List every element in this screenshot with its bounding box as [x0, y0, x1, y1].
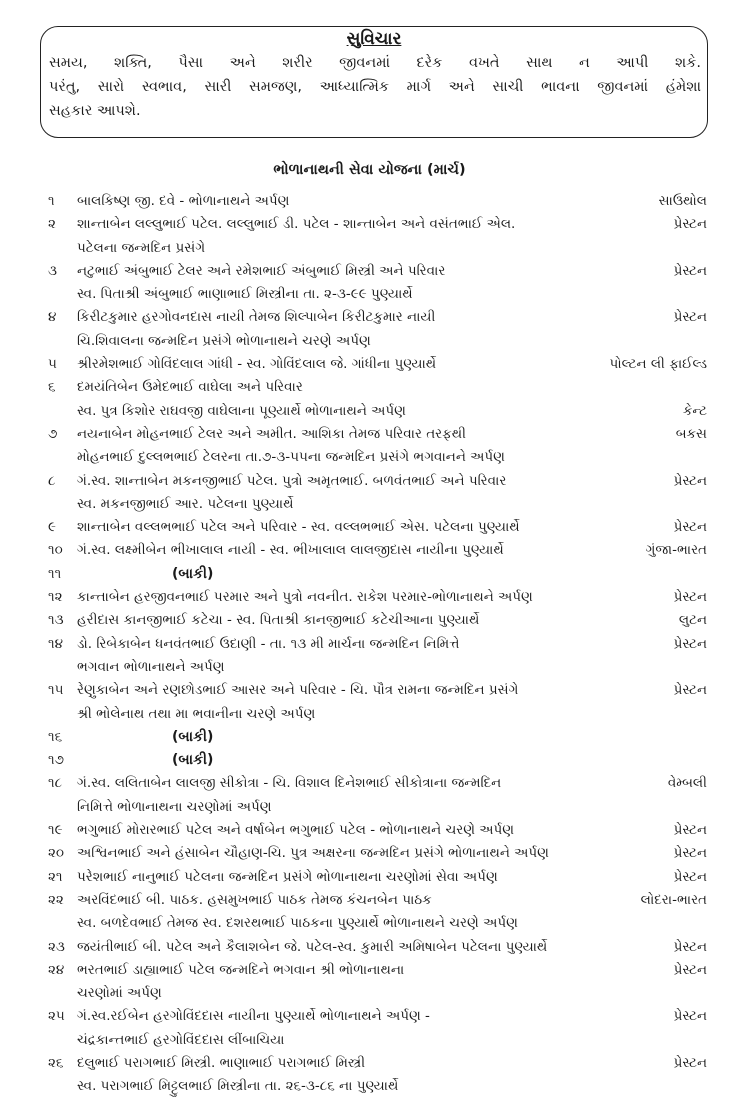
entry-number: ૨૨	[48, 891, 64, 908]
entry-text: અરવિંદભાઈ બી. પાઠક. હસમુખભાઈ પાઠક તેમજ કંચનબેન પાઠક	[77, 891, 432, 908]
entry-text: અશ્વિનભાઈ અને હંસાબેન ચૌહાણ-ચિ. પુત્ર અક્ષરના જન્મદિન પ્રસંગે ભોળાનાથને અર્પણ	[77, 845, 549, 862]
entry-line	[0, 563, 739, 586]
entry-item	[0, 190, 739, 213]
entry-line	[0, 353, 739, 376]
entry-item	[0, 563, 739, 586]
entry-item	[0, 423, 739, 470]
entry-number: ૧૧	[48, 565, 62, 582]
entry-text: હરીદાસ કાનજીભાઈ કટેચા - સ્વ. પિતાશ્રી કાનજીભાઈ કટેચીઆના પુણ્યાર્થે	[77, 612, 480, 629]
entry-text: ભરતભાઈ ડાહ્યાભાઈ પટેલ જન્મદિને ભગવાન શ્રી ભોળાનાથના	[77, 961, 405, 978]
entry-continuation-line	[0, 656, 739, 679]
entry-text: જયંતીભાઈ બી. પટેલ અને કૈલાશબેન જે. પટેલ-સ્વ. કુમારી અમિષાબેન પટેલના પુણ્યાર્થે	[77, 938, 548, 955]
entry-place: પ્રેસ્ટન	[673, 868, 707, 885]
entry-place: પ્રેસ્ટન	[673, 1008, 707, 1025]
entry-line	[0, 959, 739, 982]
entry-pending-label: (બાકી)	[172, 752, 214, 769]
entry-text: દમયંતિબેન ઉમેદભાઈ વાઘેલા અને પરિવાર	[77, 379, 303, 396]
thought-of-the-day-box	[40, 26, 708, 138]
entry-item	[0, 539, 739, 562]
entry-text: સ્વ. પિતાશ્રી અંબુભાઈ ભાણાભાઈ મિસ્ત્રીના તા. ૨-૩-૯૯ પુણ્યાર્થે	[77, 286, 413, 303]
entry-place: પ્રેસ્ટન	[673, 961, 707, 978]
entry-text: સ્વ. મકનજીભાઈ આર. પટેલના પુણ્યાર્થે	[77, 495, 294, 512]
entry-place: પોલ્ટન લી ફાઈલ્ડ	[609, 356, 707, 373]
entry-line	[0, 936, 739, 959]
entry-line	[0, 539, 739, 562]
entry-text: ચંદ્રકાન્તભાઈ હરગોવિંદદાસ લીંબાચિયા	[77, 1031, 285, 1048]
entry-text: નટુભાઈ અંબુભાઈ ટેલર અને રમેશભાઈ અંબુભાઈ મિસ્ત્રી અને પરિવાર	[77, 262, 446, 279]
entry-text: ભગુભાઈ મોરારભાઈ પટેલ અને વર્ષાબેન ભગુભાઈ પટેલ - ભોળાનાથને ચરણે અર્પણ	[77, 822, 515, 839]
entry-line	[0, 772, 739, 795]
entry-text: શ્રી ભોલેનાથ તથા મા ભવાનીના ચરણે અર્પણ	[77, 705, 316, 722]
entry-number: ૫	[48, 356, 57, 373]
entry-line	[0, 190, 739, 213]
entry-item	[0, 889, 739, 936]
entry-text: ગં.સ્વ. શાન્તાબેન મકનજીભાઈ પટેલ. પુત્રો અમૃતભાઈ. બળવંતભાઈ અને પરિવાર	[77, 472, 507, 489]
entry-line	[0, 609, 739, 632]
thought-line: સહકાર આપશે.	[49, 103, 141, 119]
entry-place: પ્રેસ્ટન	[673, 845, 707, 862]
entry-place: બકસ	[675, 425, 707, 442]
entry-line	[0, 213, 739, 236]
thought-body	[49, 51, 701, 123]
entry-text: શાન્તાબેન વલ્લભભાઈ પટેલ અને પરિવાર - સ્વ. વલ્લભભાઈ એસ. પટેલના પુણ્યાર્થે	[77, 519, 520, 536]
entry-item	[0, 1052, 739, 1099]
entry-item	[0, 819, 739, 842]
entry-pending-label: (બાકી)	[172, 728, 214, 745]
entry-item	[0, 726, 739, 749]
entry-continuation-line	[0, 1029, 739, 1052]
entry-number: ૧૨	[48, 589, 63, 606]
entry-item	[0, 959, 739, 1006]
entry-item	[0, 1005, 739, 1052]
entry-number: ૧૪	[48, 635, 63, 652]
entry-number: ૬	[48, 379, 56, 396]
entry-place: પ્રેસ્ટન	[673, 589, 707, 606]
entry-number: ૮	[48, 472, 56, 489]
entry-number: ૯	[48, 519, 56, 536]
entry-item	[0, 866, 739, 889]
thought-title: સુવિચાર	[346, 29, 402, 49]
entry-number: ૭	[48, 425, 58, 442]
thought-line: સમય, શક્તિ, પૈસા અને શરીર જીવનમાં દરેક વખતે સાથ ન આપી શકે.	[49, 55, 701, 71]
entry-pending-label: (બાકી)	[172, 565, 214, 582]
entry-number: ૨૩	[48, 938, 65, 955]
entry-continuation-line	[0, 283, 739, 306]
entry-place: પ્રેસ્ટન	[673, 822, 707, 839]
entry-text: ગં.સ્વ. લક્ષ્મીબેન ભીખાલાલ નાયી - સ્વ. ભીખાલાલ લાલજીદાસ નાયીના પુણ્યાર્થે	[77, 542, 504, 559]
entry-place: પ્રેસ્ટન	[673, 519, 707, 536]
entry-item	[0, 633, 739, 680]
entry-text: નયનાબેન મોહનભાઈ ટેલર અને અમીત. આશિકા તેમજ પરિવાર તરફથી	[77, 425, 467, 442]
entry-text: શ્રીરમેશભાઈ ગોવિંદલાલ ગાંધી - સ્વ. ગોવિંદલાલ જે. ગાંધીના પુણ્યાર્થે	[77, 356, 437, 373]
entry-line	[0, 306, 739, 329]
entry-line	[0, 586, 739, 609]
entry-number: ૧૫	[48, 682, 64, 699]
entry-continuation-line	[0, 912, 739, 935]
entry-place: પ્રેસ્ટન	[673, 262, 707, 279]
entry-line	[0, 1005, 739, 1028]
entry-item	[0, 609, 739, 632]
entry-text: નિમિત્તે ભોળાનાથના ચરણોમાં અર્પણ	[77, 798, 272, 815]
entry-number: ૧	[48, 193, 55, 209]
entry-place: પ્રેસ્ટન	[673, 682, 707, 699]
entry-number: ૨૦	[48, 845, 65, 862]
entry-text: ચિ.શિવાલના જન્મદિન પ્રસંગે ભોળાનાથને ચરણે અર્પણ	[77, 332, 371, 349]
entry-place: કેન્ટ	[682, 402, 707, 419]
entry-number: ૧૯	[48, 822, 63, 839]
thought-line: પરંતુ, સારો સ્વભાવ, સારી સમજણ, આધ્યાત્મિક માર્ગ અને સાચી ભાવના જીવનમાં હંમેશા	[49, 79, 701, 95]
entry-line	[0, 679, 739, 702]
entry-text: શાન્તાબેન લલ્લુભાઈ પટેલ. લલ્લુભાઈ ડી. પટેલ - શાન્તાબેન અને વસંતભાઈ એલ.	[77, 216, 516, 233]
entry-number: ૧૦	[48, 542, 63, 559]
entry-item	[0, 213, 739, 260]
entry-text: ડો. રિબેકાબેન ધનવંતભાઈ ઉદાણી - તા. ૧૩ મી માર્ચના જન્મદિન નિમિત્તે	[77, 635, 460, 652]
entry-line	[0, 866, 739, 889]
entry-line	[0, 726, 739, 749]
entry-text: મોહનભાઈ દુલ્લભભાઈ ટેલરના તા.૭-૩-૫૫ના જન્મદિન પ્રસંગે ભગવાનને અર્પણ	[77, 449, 505, 466]
entry-place: સાઉથોલ	[658, 193, 707, 209]
entry-place: પ્રેસ્ટન	[673, 635, 707, 652]
entry-number: ૧૭	[48, 752, 64, 769]
entry-place: પ્રેસ્ટન	[673, 472, 707, 489]
entry-line	[0, 516, 739, 539]
entry-number: ૨૫	[48, 1008, 65, 1025]
entry-item	[0, 679, 739, 726]
entry-line	[0, 376, 739, 399]
entry-text: સ્વ. પરાગભાઈ મિટ્ટુલભાઈ મિસ્ત્રીના તા. ૨૬-૩-૮૬ ના પુણ્યાર્થે	[77, 1078, 399, 1095]
entry-item	[0, 470, 739, 517]
entry-item	[0, 353, 739, 376]
entry-number: ૨૪	[48, 961, 65, 978]
entry-number: ૧૮	[48, 775, 63, 792]
entry-line	[0, 423, 739, 446]
entry-line	[0, 470, 739, 493]
entry-text: સ્વ. પુત્ર કિશોર રાઘવજી વાઘેલાના પૂણ્યાર્થે ભોળાનાથને અર્પણ	[77, 402, 406, 419]
entry-item	[0, 260, 739, 307]
entry-continuation-line	[0, 237, 739, 260]
entry-place: ગુંજા-ભારત	[645, 542, 707, 559]
entry-item	[0, 376, 739, 423]
entry-continuation-line	[0, 703, 739, 726]
entry-number: ૧૩	[48, 612, 64, 629]
entry-item	[0, 516, 739, 539]
entry-number: ૨૬	[48, 1054, 64, 1071]
entry-text: બાલકિષ્ણ જી. દવે - ભોળાનાથને અર્પણ	[77, 193, 290, 209]
entry-continuation-line	[0, 493, 739, 516]
entry-text: ગં.સ્વ.રઈબેન હરગોવિંદદાસ નાયીના પુણ્યાર્થે ભોળાનાથને અર્પણ -	[77, 1008, 430, 1025]
entry-item	[0, 842, 739, 865]
entry-item	[0, 306, 739, 353]
entry-text: પરેશભાઈ નાનુભાઈ પટેલના જન્મદિન પ્રસંગે ભોળાનાથના ચરણોમાં સેવા અર્પણ	[77, 868, 498, 885]
entry-line	[0, 889, 739, 912]
entry-continuation-line	[0, 446, 739, 469]
entry-text: કાન્તાબેન હરજીવનભાઈ પરમાર અને પુત્રો નવનીત. રાકેશ પરમાર-ભોળાનાથને અર્પણ	[77, 589, 533, 606]
entry-place: વેમ્બલી	[667, 775, 707, 792]
entry-number: ૪	[48, 309, 57, 326]
entry-text: રેણુકાબેન અને રણછોડભાઈ આસર અને પરિવાર - ચિ. પૌત્ર રામના જન્મદિન પ્રસંગે	[77, 682, 519, 699]
entry-number: ૨૧	[48, 868, 63, 885]
entry-place: પ્રેસ્ટન	[673, 1054, 707, 1071]
entry-continuation-line	[0, 796, 739, 819]
entry-text: દલુભાઈ પરાગભાઈ મિસ્ત્રી. ભાણાભાઈ પરાગભાઈ મિસ્ત્રી	[77, 1054, 366, 1071]
entry-number: ૧૬	[48, 728, 63, 745]
entry-continuation-line	[0, 330, 739, 353]
entry-item	[0, 772, 739, 819]
entry-place: લોદરા-ભારત	[640, 891, 707, 908]
entry-line	[0, 633, 739, 656]
entry-continuation-line	[0, 982, 739, 1005]
entry-line	[0, 819, 739, 842]
entry-continuation-line	[0, 400, 739, 423]
entry-number: ૨	[48, 216, 56, 233]
entry-place: પ્રેસ્ટન	[673, 309, 707, 326]
entry-place: પ્રેસ્ટન	[673, 938, 707, 955]
entry-text: કિરીટકુમાર હરગોવનદાસ નાયી તેમજ શિલ્પાબેન કિરીટકુમાર નાયી	[77, 309, 436, 326]
seva-entries-list	[0, 190, 739, 1099]
entry-text: ચરણોમાં અર્પણ	[77, 985, 162, 1002]
entry-continuation-line	[0, 1075, 739, 1098]
entry-number: ૩	[48, 262, 57, 279]
entry-place: લુટન	[678, 612, 707, 629]
entry-line	[0, 1052, 739, 1075]
entry-text: પટેલના જન્મદિન પ્રસંગે	[77, 239, 206, 256]
entry-text: સ્વ. બળદેવભાઈ તેમજ સ્વ. દશરથભાઈ પાઠકના પુણ્યાર્થે ભોળાનાથને ચરણે અર્પણ	[77, 915, 518, 932]
entry-place: પ્રેસ્ટન	[673, 216, 707, 233]
entry-text: ભગવાન ભોળાનાથને અર્પણ	[77, 658, 225, 675]
entry-line	[0, 749, 739, 772]
entry-line	[0, 260, 739, 283]
section-title: ભોળાનાથની સેવા યોજના (માર્ચ)	[273, 162, 466, 178]
entry-line	[0, 842, 739, 865]
entry-item	[0, 586, 739, 609]
entry-item	[0, 936, 739, 959]
entry-text: ગં.સ્વ. લલિતાબેન લાલજી સીકોત્રા - ચિ. વિશાલ દિનેશભાઈ સીકોત્રાના જન્મદિન	[77, 775, 502, 792]
entry-item	[0, 749, 739, 772]
